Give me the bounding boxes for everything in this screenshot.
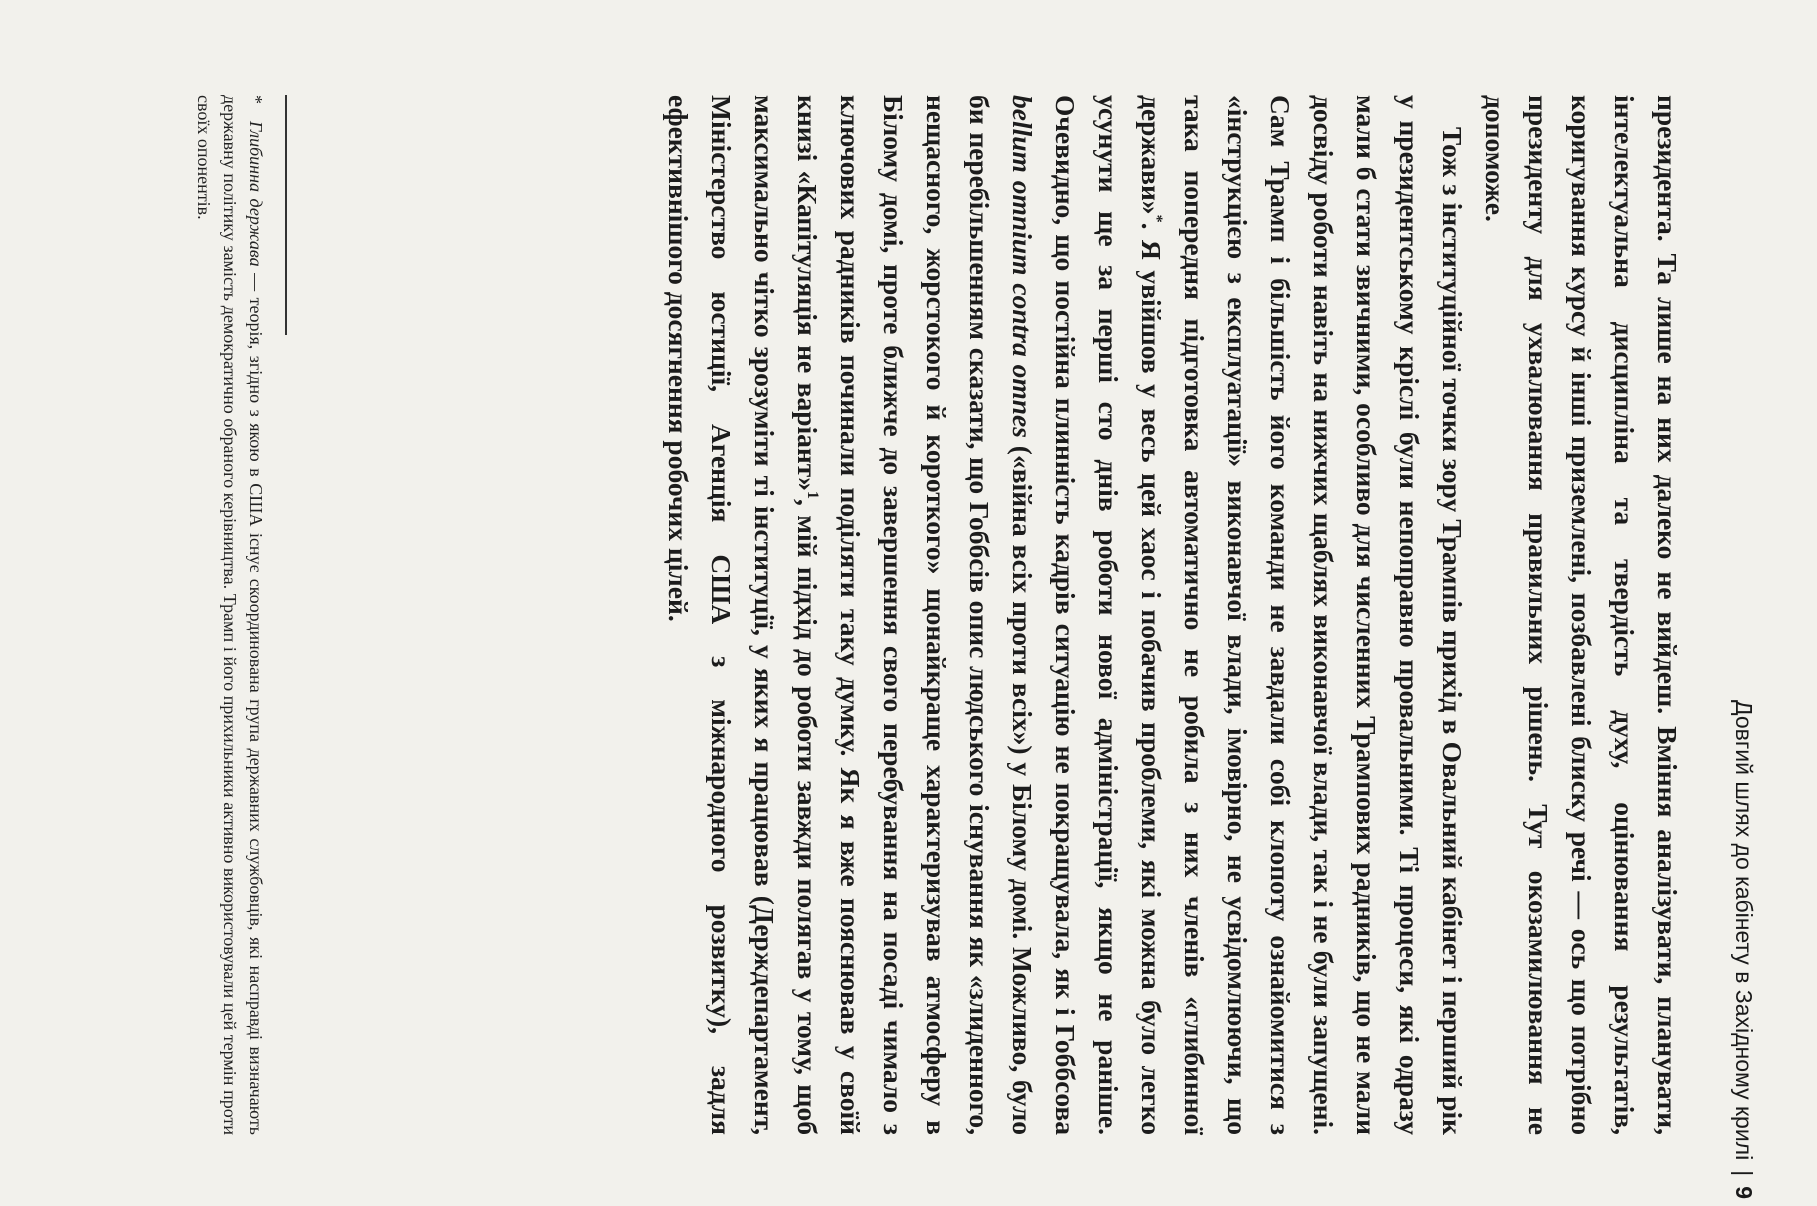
footnote-text: — теорія, згідно з якою в США існує скоординована група державних службовців, які насправді визначають державну політику замість демократично обраного керівництва. Трамп і його прихильники активно використовували цей термін проти своїх опонентів. xyxy=(194,95,266,1136)
paragraph-2-part-4: , мій підхід до роботи завжди полягав у тому, щоб максимально чітко зрозуміти ті інституції, у яких я працював (Держдепартамент, Міністерство юстиції, Агенція США з міжнародного розвитку), задля ефективнішого досягнення робочих цілей. xyxy=(663,95,823,1135)
body-text xyxy=(657,95,1689,1135)
footnote-marker: * xyxy=(1148,214,1166,223)
running-head xyxy=(1730,700,1757,1199)
footnote xyxy=(191,95,269,1135)
page-number: 9 xyxy=(1731,1186,1757,1199)
footnote-divider xyxy=(285,95,287,335)
footnote-term: Глибинна держава xyxy=(246,121,266,267)
paragraph-2-part-3: («війна всіх проти всіх») у Білому домі. Можливо, було би перебільшенням сказати, що Гоббсів опис людського існування як «злиденного, нещасного, жорстокого й короткого» щонайкраще характеризував атмосферу в Білому домі, проте ближче до завершення свого перебування на посаді чимало з ключових радників починали поділяти таку думку. Як я вже пояснював у своїй книзі «Капітуляція не варіант» xyxy=(792,95,1038,1136)
header-separator: | xyxy=(1731,1170,1757,1177)
endnote-marker: 1 xyxy=(804,491,822,499)
paragraph-2-part-1: Тож з інституційної точки зору Трампів прихід в Овальний кабінет і перший рік у президентському кріслі були непоправно провальними. Ті процеси, які одразу мали б стати звичними, особливо для численних Трампових радників, що не мали досвіду роботи навіть на нижчих щаблях виконавчої влади, так і не були запущені. Сам Трамп і більшість його команди не завдали собі клопоту ознайомитися з «інструкцією з експлуатації» виконавчої влади, імовірно, не усвідомлюючи, що така попередня підготовка автоматично не робила з них членів «глибинної держави» xyxy=(1136,95,1468,1135)
chapter-title: Довгий шлях до кабінету в Західному крилі xyxy=(1731,700,1757,1161)
paragraph-1: президента. Та лише на них далеко не вийдеш. Вміння аналізувати, планувати, інтелектуальна дисципліна та твердість духу, оцінювання результатів, коригування курсу й інші приземлені, позбавлені блиску речі — ось що потрібно президенту для ухвалювання правильних рішень. Тут окозамилювання не допоможе. xyxy=(1480,95,1683,1135)
footnote-mark: * xyxy=(246,95,266,104)
paragraph-2-part-2: . Я увійшов у весь цей хаос і побачив проблеми, які можна було легко усунути ще за перші сто днів роботи нової адміністрації, якщо не раніше. Очевидно, що постійна плинність кадрів ситуацію не покращувала, як і Гоббсова xyxy=(1050,95,1167,1135)
paragraph-2 xyxy=(657,95,1474,1135)
latin-phrase: bellum omnium contra omnes xyxy=(1007,95,1038,438)
